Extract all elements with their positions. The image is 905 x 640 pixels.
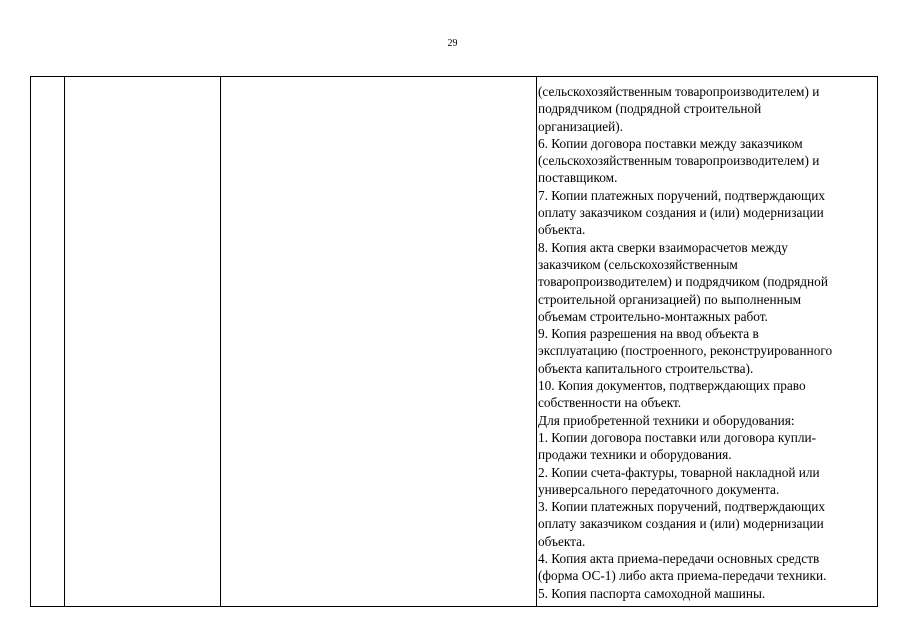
text-line: продажи техники и оборудования. [538, 447, 732, 463]
column-divider-1 [64, 77, 65, 606]
text-line: 2. Копии счета-фактуры, товарной накладной или [538, 464, 820, 480]
text-line: 3. Копии платежных поручений, подтверждающих [538, 499, 826, 515]
text-line: собственности на объект. [538, 395, 682, 411]
text-line: объекта. [538, 222, 586, 238]
text-line: заказчиком (сельскохозяйственным [538, 256, 738, 272]
text-line: объемам строительно-монтажных работ. [538, 308, 768, 324]
text-line: поставщиком. [538, 170, 618, 186]
document-table [30, 76, 878, 607]
text-line: 8. Копия акта сверки взаиморасчетов между [538, 239, 788, 255]
text-line: Для приобретенной техники и оборудования: [538, 412, 795, 428]
text-line: подрядчиком (подрядной строительной [538, 101, 762, 117]
text-line: 10. Копия документов, подтверждающих право [538, 378, 806, 394]
text-line: (форма ОС-1) либо акта приема-передачи техники. [538, 568, 827, 584]
text-line: 6. Копии договора поставки между заказчиком [538, 135, 803, 151]
text-line: организацией). [538, 118, 624, 134]
text-line: универсального передаточного документа. [538, 481, 780, 497]
text-line: оплату заказчиком создания и (или) модернизации [538, 516, 824, 532]
column-divider-2 [220, 77, 221, 606]
text-line: эксплуатацию (построенного, реконструированного [538, 343, 833, 359]
text-line: 5. Копия паспорта самоходной машины. [538, 585, 766, 601]
text-line: оплату заказчиком создания и (или) модернизации [538, 205, 824, 221]
documents-list-cell [538, 83, 876, 602]
text-line: (сельскохозяйственным товаропроизводителем) и [538, 84, 820, 99]
text-line: 7. Копии платежных поручений, подтверждающих [538, 187, 826, 203]
text-line: товаропроизводителем) и подрядчиком (подрядной [538, 274, 828, 290]
text-line: объекта. [538, 533, 586, 549]
text-line: 4. Копия акта приема-передачи основных средств [538, 551, 820, 567]
text-line: 9. Копия разрешения на ввод объекта в [538, 326, 759, 342]
column-divider-3 [536, 77, 537, 606]
text-line: (сельскохозяйственным товаропроизводителем) и [538, 153, 820, 169]
page-number: 29 [447, 38, 458, 49]
text-line: строительной организацией) по выполненным [538, 291, 802, 307]
text-line: объекта капитального строительства). [538, 360, 754, 376]
text-line: 1. Копии договора поставки или договора купли- [538, 429, 817, 445]
